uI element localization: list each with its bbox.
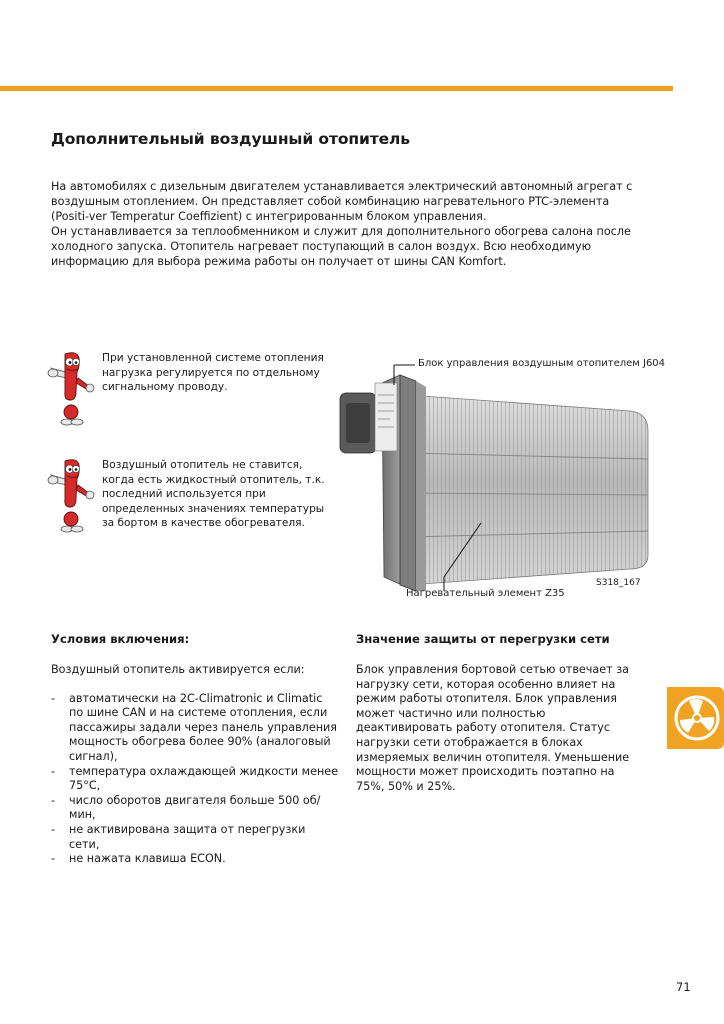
heater-figure bbox=[330, 355, 675, 610]
intro-paragraph-1: На автомобилях с дизельным двигателем устанавливается электрический автономный агрегат с воздушным отоплением. Он представляет собой комбинацию нагревательного PTC-элемента (Positi-ver Temperatur Coeffizient) с интегрированным блоком управления. bbox=[51, 180, 633, 223]
conditions-block bbox=[51, 663, 339, 867]
list-item bbox=[51, 794, 339, 823]
list-dash: - bbox=[51, 793, 56, 807]
note-1-text bbox=[102, 351, 332, 395]
list-dash: - bbox=[51, 691, 56, 705]
intro-paragraph-2: Он устанавливается за теплообменником и служит для дополнительного обогрева салона после холодного запуска. Отопитель нагревает поступающий в салон воздух. Всю необходимую информацию для выбора режима работы он получает от шины CAN Komfort. bbox=[51, 225, 631, 268]
overload-text bbox=[356, 663, 636, 794]
list-item-text: не нажата клавиша ECON. bbox=[69, 852, 226, 866]
warning-figure-icon bbox=[45, 457, 95, 535]
list-dash: - bbox=[51, 764, 56, 778]
list-item bbox=[51, 852, 339, 867]
figure-label-heating-element: Нагревательный элемент Z35 bbox=[406, 588, 565, 599]
figure-label-control-unit: Блок управления воздушным отопителем J604 bbox=[418, 358, 666, 369]
warning-figure-icon bbox=[45, 350, 95, 428]
top-accent-bar bbox=[0, 86, 673, 91]
heater-fan-icon bbox=[667, 687, 724, 749]
list-item-text: автоматически на 2C-Climatronic и Climatic по шине CAN и на системе отопления, если пассажиры задали через панель управления мощность обогрева более 90% (аналоговый сигнал), bbox=[69, 691, 338, 763]
list-dash: - bbox=[51, 822, 56, 836]
list-item bbox=[51, 823, 339, 852]
intro-text bbox=[51, 179, 643, 269]
page-number: 71 bbox=[676, 980, 691, 994]
heater-illustration bbox=[330, 355, 675, 610]
note-2-paragraph: Воздушный отопитель не ставится, когда есть жидкостный отопитель, т.к. последний используется при определенных значениях температуры за бортом в качестве обогревателя. bbox=[102, 459, 325, 530]
conditions-lead: Воздушный отопитель активируется если: bbox=[51, 663, 305, 676]
list-item bbox=[51, 765, 339, 794]
list-item-text: не активирована защита от перегрузки сети, bbox=[69, 822, 306, 851]
page-title: Дополнительный воздушный отопитель bbox=[51, 130, 410, 148]
list-dash: - bbox=[51, 852, 56, 866]
list-item-text: число оборотов двигателя больше 500 об/мин, bbox=[69, 793, 321, 822]
conditions-heading: Условия включения: bbox=[51, 632, 190, 646]
note-2-text bbox=[102, 458, 332, 531]
overload-paragraph: Блок управления бортовой сетью отвечает за нагрузку сети, которая особенно влияет на режим работы отопителя. Блок управления может частично или полностью деактивировать работу отопителя. Статус нагрузки сети отображается в блоках измеряемых величин отопителя. Уменьшение мощности может происходить поэтапно на 75%, 50% и 25%. bbox=[356, 663, 630, 793]
conditions-list bbox=[51, 692, 339, 867]
figure-code: S318_167 bbox=[596, 578, 641, 588]
overload-heading: Значение защиты от перегрузки сети bbox=[356, 632, 610, 646]
note-1-paragraph: При установленной системе отопления нагрузка регулируется по отдельному сигнальному проводу. bbox=[102, 352, 324, 394]
list-item-text: температура охлаждающей жидкости менее 75°C, bbox=[69, 764, 339, 793]
list-item bbox=[51, 692, 339, 765]
